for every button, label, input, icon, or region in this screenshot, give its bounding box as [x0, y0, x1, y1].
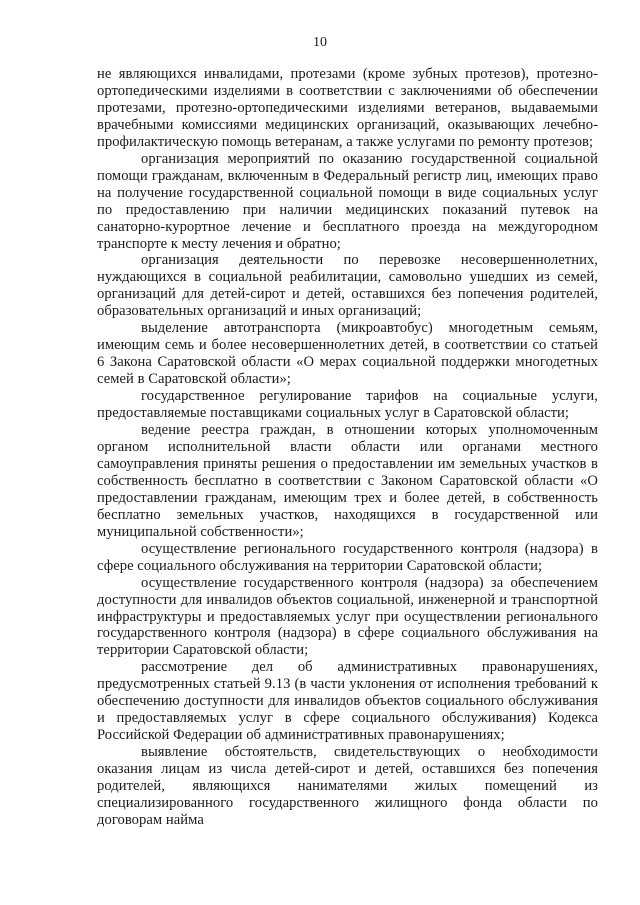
- paragraph-veterans-sanatorium: организация мероприятий по оказанию государственной социальной помощи гражданам, включенным в Федеральный регистр лиц, имеющих право на получение государственной социальной помощи в виде социальных услуг по предоставлению при наличии медицинских показаний путевок на санаторно-курортное лечение и бесплатного проезда на междугородном транспорте к месту лечения и обратно;: [97, 150, 598, 252]
- paragraph-regional-control: осуществление регионального государственного контроля (надзора) в сфере социального обслуживания на территории Саратовской области;: [97, 540, 598, 574]
- document-body: [97, 66, 598, 829]
- paragraph-tariff-regulation: государственное регулирование тарифов на социальные услуги, предоставляемые поставщиками социальных услуг в Саратовской области;: [97, 388, 598, 422]
- page-number: 10: [313, 35, 327, 50]
- paragraph-land-registry: ведение реестра граждан, в отношении которых уполномоченным органом исполнительной власти области или органами местного самоуправления приняты решения о предоставлении им земельных участков в собственность бесплатно в соответствии с Законом Саратовской области «О предоставлении гражданам, имеющим трех и более детей, в собственность бесплатно земельных участков, находящихся в государственной или муниципальной собственности»;: [97, 422, 598, 540]
- paragraph-continuation: не являющихся инвалидами, протезами (кроме зубных протезов), протезно-ортопедическими изделиями в соответствии с заключениями об обеспечении протезами, протезно-ортопедическими изделиями ветеранов, выдаваемыми врачебными комиссиями медицинских организаций, оказывающих лечебно-профилактическую помощь ветеранам, а также услугами по ремонту протезов;: [97, 66, 598, 150]
- paragraph-minors-transport: организация деятельности по перевозке несовершеннолетних, нуждающихся в социальной реабилитации, самовольно ушедших из семей, организаций для детей-сирот и детей, оставшихся без попечения родителей, образовательных организаций и иных организаций;: [97, 252, 598, 320]
- paragraph-administrative-offenses: рассмотрение дел об административных правонарушениях, предусмотренных статьей 9.13 (в части уклонения от исполнения требований к обеспечению доступности для инвалидов объектов социального обслуживания и предоставляемых услуг в сфере социального обслуживания) Кодекса Российской Федерации об административных правонарушениях;: [97, 659, 598, 744]
- paragraph-orphans-housing: выявление обстоятельств, свидетельствующих о необходимости оказания лицам из числа детей-сирот и детей, оставшихся без попечения родителей, являющихся нанимателями жилых помещений из специализированного государственного жилищного фонда области по договорам найма: [97, 744, 598, 828]
- paragraph-large-families-vehicle: выделение автотранспорта (микроавтобус) многодетным семьям, имеющим семь и более несовершеннолетних детей, в соответствии со статьей 6 Закона Саратовской области «О мерах социальной поддержки многодетных семей в Саратовской области»;: [97, 320, 598, 388]
- paragraph-accessibility-control: осуществление государственного контроля (надзора) за обеспечением доступности для инвалидов объектов социальной, инженерной и транспортной инфраструктуры и предоставляемых услуг при осуществлении регионального государственного контроля (надзора) в сфере социального обслуживания на территории Саратовской области;: [97, 574, 598, 659]
